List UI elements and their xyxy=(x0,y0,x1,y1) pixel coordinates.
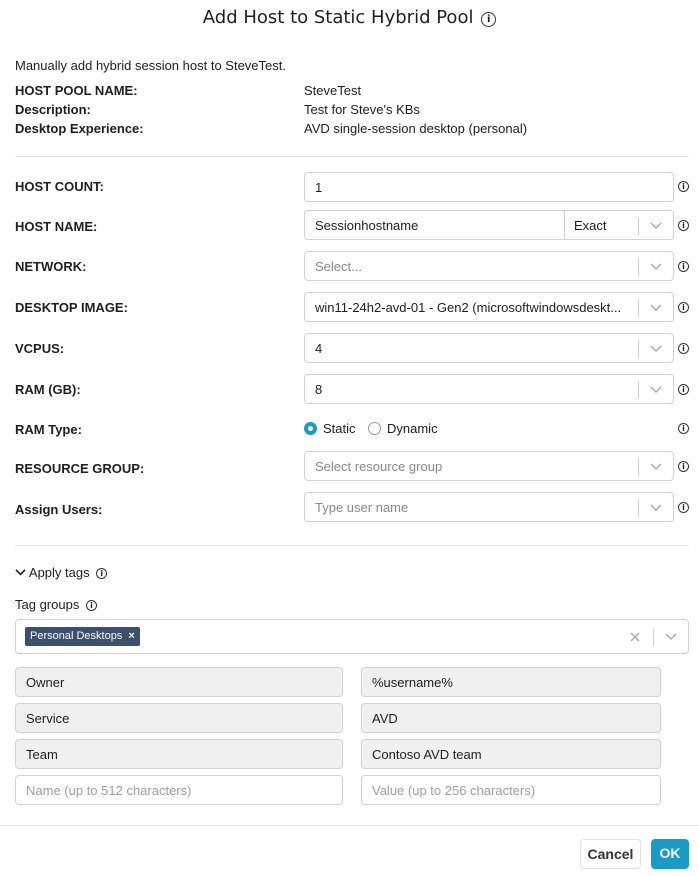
divider xyxy=(15,156,689,157)
info-icon[interactable]: i xyxy=(678,261,689,272)
select-separator xyxy=(638,299,639,317)
info-icon[interactable]: i xyxy=(678,343,689,354)
info-icon[interactable]: i xyxy=(678,384,689,395)
meta-key: Desktop Experience: xyxy=(15,121,144,136)
host-count-input[interactable] xyxy=(304,172,674,202)
host-count-label: HOST COUNT: xyxy=(15,179,104,194)
ram-type-label: RAM Type: xyxy=(15,422,82,437)
select-separator xyxy=(638,381,639,399)
chevron-down-icon xyxy=(649,220,663,232)
apply-tags-label: Apply tags xyxy=(28,565,90,580)
chevron-down-icon xyxy=(649,343,663,355)
radio-static-label[interactable]: Static xyxy=(323,421,356,436)
meta-key: HOST POOL NAME: xyxy=(15,83,138,98)
clear-icon[interactable] xyxy=(630,632,640,642)
chevron-down-icon xyxy=(649,502,663,514)
tag-value-field[interactable]: %username% xyxy=(361,667,661,697)
ram-select[interactable] xyxy=(304,374,674,404)
info-icon[interactable]: i xyxy=(678,302,689,313)
host-name-input-divider xyxy=(564,210,565,240)
desktop-image-select[interactable] xyxy=(304,292,674,322)
info-icon[interactable]: i xyxy=(481,12,496,27)
cancel-button[interactable]: Cancel xyxy=(580,839,641,869)
select-separator xyxy=(653,628,654,646)
tag-name-field[interactable]: Service xyxy=(15,703,343,733)
info-icon[interactable]: i xyxy=(86,600,97,611)
vcpus-value: 4 xyxy=(315,341,323,356)
meta-value: AVD single-session desktop (personal) xyxy=(304,121,528,136)
meta-value: SteveTest xyxy=(304,83,362,98)
meta-value: Test for Steve's KBs xyxy=(304,102,420,117)
chevron-down-icon xyxy=(649,461,663,473)
host-name-match-select[interactable] xyxy=(564,210,674,240)
new-tag-value-input[interactable]: Value (up to 256 characters) xyxy=(361,775,661,805)
dialog-title-text: Add Host to Static Hybrid Pool xyxy=(202,7,474,28)
host-count-value: 1 xyxy=(315,180,323,195)
desktop-image-value: win11-24h2-avd-01 - Gen2 (microsoftwindowsdeskt... xyxy=(315,300,622,315)
info-icon[interactable]: i xyxy=(678,220,689,231)
select-separator xyxy=(638,258,639,276)
resource-group-label: RESOURCE GROUP: xyxy=(15,461,145,476)
desktop-image-label: DESKTOP IMAGE: xyxy=(15,300,128,315)
network-label: NETWORK: xyxy=(15,259,87,274)
ram-label: RAM (GB): xyxy=(15,382,81,397)
radio-static[interactable] xyxy=(304,422,317,435)
chevron-down-icon xyxy=(649,261,663,273)
host-name-value: Sessionhostname xyxy=(315,218,419,233)
info-icon[interactable]: i xyxy=(678,502,689,513)
radio-dynamic-label[interactable]: Dynamic xyxy=(387,421,438,436)
assign-users-input[interactable] xyxy=(304,492,674,522)
dialog-title xyxy=(0,7,699,28)
chevron-down-icon xyxy=(649,384,663,396)
meta-key: Description: xyxy=(15,102,91,117)
info-icon[interactable]: i xyxy=(96,568,107,579)
info-icon[interactable]: i xyxy=(678,461,689,472)
host-name-label: HOST NAME: xyxy=(15,219,98,234)
select-separator xyxy=(638,499,639,517)
ram-value: 8 xyxy=(315,382,323,397)
tag-name-field[interactable]: Team xyxy=(15,739,343,769)
network-select[interactable] xyxy=(304,251,674,281)
tag-group-chip-label: Personal Desktops xyxy=(30,630,123,642)
host-name-mode: Exact xyxy=(574,218,607,233)
assign-users-placeholder: Type user name xyxy=(315,500,409,515)
tag-groups-label xyxy=(15,597,97,612)
select-separator xyxy=(638,458,639,476)
new-tag-name-input[interactable]: Name (up to 512 characters) xyxy=(15,775,343,805)
tag-group-chip xyxy=(25,627,140,646)
intro-text: Manually add hybrid session host to SteveTest. xyxy=(15,58,286,73)
tag-name-field[interactable]: Owner xyxy=(15,667,343,697)
tag-value-field[interactable]: AVD xyxy=(361,703,661,733)
apply-tags-toggle[interactable] xyxy=(15,565,107,580)
remove-chip-icon[interactable]: × xyxy=(128,630,135,642)
radio-dynamic[interactable] xyxy=(368,422,381,435)
resource-group-select[interactable] xyxy=(304,451,674,481)
info-icon[interactable]: i xyxy=(678,181,689,192)
info-icon[interactable]: i xyxy=(678,423,689,434)
select-separator xyxy=(638,217,639,235)
network-placeholder: Select... xyxy=(315,259,362,274)
vcpus-label: VCPUS: xyxy=(15,341,65,356)
vcpus-select[interactable] xyxy=(304,333,674,363)
tag-groups-text: Tag groups xyxy=(15,597,80,612)
host-name-input[interactable] xyxy=(304,210,565,240)
chevron-down-icon xyxy=(15,568,26,577)
select-separator xyxy=(638,340,639,358)
chevron-down-icon xyxy=(649,302,663,314)
divider xyxy=(15,545,689,546)
resource-group-placeholder: Select resource group xyxy=(315,459,443,474)
ok-button[interactable]: OK xyxy=(651,839,689,869)
chevron-down-icon xyxy=(664,631,678,643)
assign-users-label: Assign Users: xyxy=(15,502,103,517)
footer-divider xyxy=(0,825,699,826)
tag-value-field[interactable]: Contoso AVD team xyxy=(361,739,661,769)
